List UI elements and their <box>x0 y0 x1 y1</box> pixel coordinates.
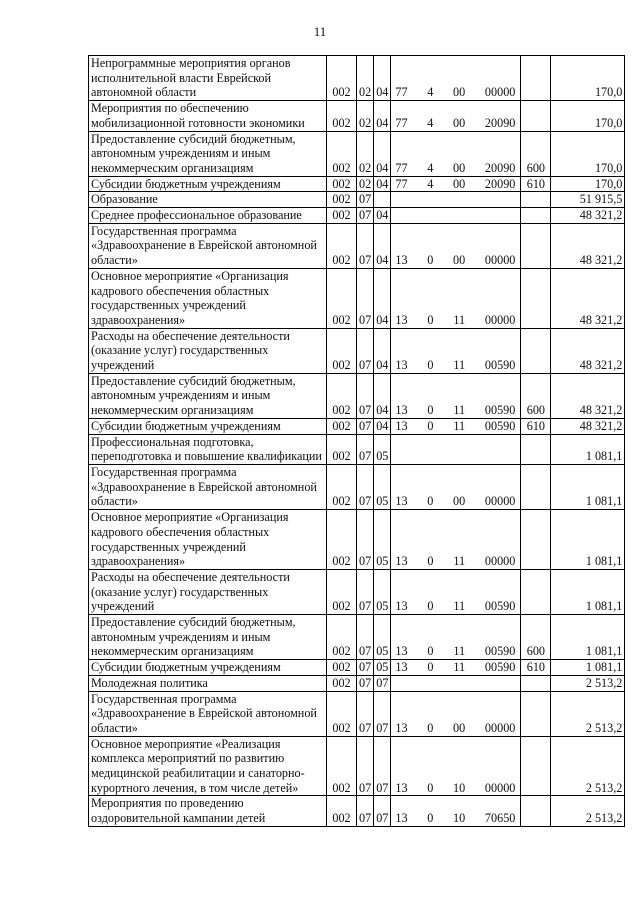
expense-type-cell <box>521 101 551 131</box>
target-article-subprogram: 0 <box>427 780 434 795</box>
target-article-program: 13 <box>395 811 408 826</box>
expense-name-cell: Мероприятия по обеспечению мобилизационной готовности экономики <box>89 101 327 131</box>
table-row <box>89 615 625 660</box>
table-row <box>89 569 625 614</box>
target-article-event: 11 <box>453 312 466 327</box>
grbs-code-cell: 002 <box>327 691 357 736</box>
expense-name-cell: Субсидии бюджетным учреждениям <box>89 660 327 676</box>
grbs-code-cell: 002 <box>327 796 357 826</box>
target-article-cell <box>391 464 521 509</box>
expense-type-cell <box>521 736 551 796</box>
target-article-program: 13 <box>395 780 408 795</box>
expense-name-cell: Государственная программа «Здравоохранение в Еврейской автономной области» <box>89 691 327 736</box>
target-article-direction: 00000 <box>484 494 516 509</box>
expense-type-cell <box>521 434 551 464</box>
expense-type-cell: 600 <box>521 615 551 660</box>
subsection-code-cell: 07 <box>374 796 391 826</box>
target-article-cell <box>391 192 521 208</box>
page-number: 11 <box>313 24 327 39</box>
target-article-direction: 00590 <box>484 418 516 433</box>
amount-cell: 2 513,2 <box>551 691 625 736</box>
subsection-code-cell: 04 <box>374 373 391 418</box>
expense-name-cell: Субсидии бюджетным учреждениям <box>89 418 327 434</box>
section-code-cell: 07 <box>357 691 374 736</box>
target-article-event: 00 <box>453 160 466 175</box>
expense-type-cell <box>521 328 551 373</box>
expense-type-cell <box>521 675 551 691</box>
target-article-direction: 20090 <box>484 176 516 191</box>
amount-cell: 48 321,2 <box>551 268 625 328</box>
section-code-cell: 07 <box>357 434 374 464</box>
expense-type-cell: 600 <box>521 373 551 418</box>
subsection-code-cell: 07 <box>374 691 391 736</box>
subsection-code-cell: 05 <box>374 660 391 676</box>
subsection-code-cell: 07 <box>374 675 391 691</box>
subsection-code-cell: 05 <box>374 464 391 509</box>
target-article-event: 11 <box>453 403 466 418</box>
expense-type-cell: 610 <box>521 176 551 192</box>
target-article-cell <box>391 510 521 570</box>
target-article-subprogram: 0 <box>427 253 434 268</box>
expense-type-cell <box>521 192 551 208</box>
target-article-cell <box>391 56 521 101</box>
target-article-cell <box>391 208 521 224</box>
amount-cell: 48 321,2 <box>551 328 625 373</box>
subsection-code-cell: 04 <box>374 176 391 192</box>
target-article-subprogram: 0 <box>427 312 434 327</box>
amount-cell: 2 513,2 <box>551 675 625 691</box>
table-row <box>89 434 625 464</box>
target-article-subprogram: 4 <box>427 176 434 191</box>
grbs-code-cell: 002 <box>327 223 357 268</box>
target-article-direction: 00590 <box>484 403 516 418</box>
target-article-direction: 20090 <box>484 115 516 130</box>
target-article-cell <box>391 434 521 464</box>
section-code-cell: 07 <box>357 208 374 224</box>
subsection-code-cell: 05 <box>374 434 391 464</box>
target-article-program: 13 <box>395 599 408 614</box>
target-article-program: 13 <box>395 554 408 569</box>
expense-type-cell <box>521 56 551 101</box>
section-code-cell: 07 <box>357 464 374 509</box>
target-article-subprogram: 0 <box>427 403 434 418</box>
expense-name-cell: Предоставление субсидий бюджетным, автономным учреждениям и иным некоммерческим организациям <box>89 615 327 660</box>
target-article-subprogram: 0 <box>427 494 434 509</box>
expense-name-cell: Среднее профессиональное образование <box>89 208 327 224</box>
section-code-cell: 07 <box>357 223 374 268</box>
section-code-cell: 07 <box>357 615 374 660</box>
target-article-event: 00 <box>453 115 466 130</box>
subsection-code-cell: 04 <box>374 418 391 434</box>
subsection-code-cell: 05 <box>374 569 391 614</box>
expense-type-cell <box>521 691 551 736</box>
expense-type-cell: 610 <box>521 418 551 434</box>
target-article-cell <box>391 796 521 826</box>
section-code-cell: 07 <box>357 510 374 570</box>
target-article-subprogram: 0 <box>427 554 434 569</box>
target-article-direction: 70650 <box>484 811 516 826</box>
target-article-cell <box>391 101 521 131</box>
section-code-cell: 07 <box>357 796 374 826</box>
grbs-code-cell: 002 <box>327 328 357 373</box>
subsection-code-cell: 04 <box>374 223 391 268</box>
target-article-program: 13 <box>395 312 408 327</box>
expense-type-cell <box>521 510 551 570</box>
subsection-code-cell: 04 <box>374 328 391 373</box>
amount-cell: 2 513,2 <box>551 796 625 826</box>
expense-name-cell: Основное мероприятие «Реализация комплекса мероприятий по развитию медицинской реабилитации и санаторно-курортного лечения, в том числе детей» <box>89 736 327 796</box>
grbs-code-cell: 002 <box>327 464 357 509</box>
expense-name-cell: Образование <box>89 192 327 208</box>
target-article-subprogram: 0 <box>427 644 434 659</box>
grbs-code-cell: 002 <box>327 675 357 691</box>
amount-cell: 1 081,1 <box>551 569 625 614</box>
amount-cell: 48 321,2 <box>551 418 625 434</box>
section-code-cell: 02 <box>357 56 374 101</box>
subsection-code-cell: 04 <box>374 268 391 328</box>
expense-type-cell <box>521 569 551 614</box>
target-article-cell <box>391 736 521 796</box>
amount-cell: 1 081,1 <box>551 434 625 464</box>
subsection-code-cell: 04 <box>374 56 391 101</box>
table-row <box>89 691 625 736</box>
target-article-event: 00 <box>453 720 466 735</box>
amount-cell: 1 081,1 <box>551 510 625 570</box>
expense-name-cell: Мероприятия по проведению оздоровительной кампании детей <box>89 796 327 826</box>
grbs-code-cell: 002 <box>327 101 357 131</box>
expense-name-cell: Молодежная политика <box>89 675 327 691</box>
expense-name-cell: Государственная программа «Здравоохранение в Еврейской автономной области» <box>89 223 327 268</box>
amount-cell: 170,0 <box>551 176 625 192</box>
table-row <box>89 660 625 676</box>
target-article-event: 11 <box>453 644 466 659</box>
target-article-subprogram: 4 <box>427 85 434 100</box>
budget-table-body <box>89 56 625 827</box>
target-article-subprogram: 4 <box>427 115 434 130</box>
expense-name-cell: Расходы на обеспечение деятельности (оказание услуг) государственных учреждений <box>89 328 327 373</box>
grbs-code-cell: 002 <box>327 418 357 434</box>
target-article-cell <box>391 615 521 660</box>
amount-cell: 1 081,1 <box>551 660 625 676</box>
target-article-program: 77 <box>395 160 408 175</box>
expense-name-cell: Субсидии бюджетным учреждениям <box>89 176 327 192</box>
table-row <box>89 208 625 224</box>
target-article-subprogram: 0 <box>427 720 434 735</box>
target-article-cell <box>391 691 521 736</box>
grbs-code-cell: 002 <box>327 56 357 101</box>
target-article-cell <box>391 131 521 176</box>
target-article-direction: 00590 <box>484 599 516 614</box>
table-row <box>89 373 625 418</box>
table-row <box>89 675 625 691</box>
target-article-direction: 20090 <box>484 160 516 175</box>
expense-type-cell <box>521 268 551 328</box>
section-code-cell: 07 <box>357 675 374 691</box>
expense-name-cell: Предоставление субсидий бюджетным, автономным учреждениям и иным некоммерческим организациям <box>89 373 327 418</box>
target-article-program: 77 <box>395 85 408 100</box>
expense-type-cell <box>521 464 551 509</box>
amount-cell: 170,0 <box>551 131 625 176</box>
table-row <box>89 101 625 131</box>
target-article-event: 11 <box>453 660 466 675</box>
target-article-event: 10 <box>453 780 466 795</box>
amount-cell: 51 915,5 <box>551 192 625 208</box>
target-article-program: 13 <box>395 358 408 373</box>
subsection-code-cell: 04 <box>374 131 391 176</box>
target-article-cell <box>391 675 521 691</box>
grbs-code-cell: 002 <box>327 192 357 208</box>
amount-cell: 48 321,2 <box>551 208 625 224</box>
expense-name-cell: Предоставление субсидий бюджетным, автономным учреждениям и иным некоммерческим организациям <box>89 131 327 176</box>
target-article-subprogram: 4 <box>427 160 434 175</box>
target-article-direction: 00590 <box>484 644 516 659</box>
target-article-program: 13 <box>395 253 408 268</box>
subsection-code-cell: 05 <box>374 615 391 660</box>
target-article-program: 13 <box>395 403 408 418</box>
grbs-code-cell: 002 <box>327 268 357 328</box>
expense-name-cell: Профессиональная подготовка, переподготовка и повышение квалификации <box>89 434 327 464</box>
table-row <box>89 796 625 826</box>
amount-cell: 1 081,1 <box>551 615 625 660</box>
subsection-code-cell <box>374 192 391 208</box>
grbs-code-cell: 002 <box>327 434 357 464</box>
grbs-code-cell: 002 <box>327 615 357 660</box>
target-article-program: 13 <box>395 644 408 659</box>
expense-name-cell: Основное мероприятие «Организация кадрового обеспечения областных государственных учреждений здравоохранения» <box>89 268 327 328</box>
expense-type-cell: 600 <box>521 131 551 176</box>
section-code-cell: 02 <box>357 176 374 192</box>
table-row <box>89 131 625 176</box>
table-row <box>89 268 625 328</box>
grbs-code-cell: 002 <box>327 373 357 418</box>
target-article-direction: 00590 <box>484 358 516 373</box>
section-code-cell: 07 <box>357 660 374 676</box>
section-code-cell: 02 <box>357 101 374 131</box>
target-article-program: 77 <box>395 176 408 191</box>
target-article-cell <box>391 569 521 614</box>
subsection-code-cell: 05 <box>374 510 391 570</box>
table-row <box>89 192 625 208</box>
target-article-subprogram: 0 <box>427 358 434 373</box>
target-article-direction: 00000 <box>484 554 516 569</box>
expense-type-cell <box>521 796 551 826</box>
table-row <box>89 418 625 434</box>
target-article-program: 13 <box>395 660 408 675</box>
target-article-event: 00 <box>453 253 466 268</box>
grbs-code-cell: 002 <box>327 736 357 796</box>
target-article-direction: 00000 <box>484 312 516 327</box>
grbs-code-cell: 002 <box>327 131 357 176</box>
amount-cell: 1 081,1 <box>551 464 625 509</box>
target-article-event: 11 <box>453 418 466 433</box>
section-code-cell: 07 <box>357 569 374 614</box>
table-row <box>89 328 625 373</box>
target-article-direction: 00590 <box>484 660 516 675</box>
section-code-cell: 07 <box>357 373 374 418</box>
expense-type-cell <box>521 223 551 268</box>
table-row <box>89 464 625 509</box>
expense-name-cell: Расходы на обеспечение деятельности (оказание услуг) государственных учреждений <box>89 569 327 614</box>
expense-type-cell <box>521 208 551 224</box>
table-row <box>89 176 625 192</box>
target-article-program: 13 <box>395 418 408 433</box>
amount-cell: 170,0 <box>551 56 625 101</box>
amount-cell: 48 321,2 <box>551 373 625 418</box>
target-article-event: 00 <box>453 494 466 509</box>
target-article-subprogram: 0 <box>427 599 434 614</box>
section-code-cell: 02 <box>357 131 374 176</box>
expense-type-cell: 610 <box>521 660 551 676</box>
expense-name-cell: Непрограммные мероприятия органов исполнительной власти Еврейской автономной области <box>89 56 327 101</box>
target-article-event: 10 <box>453 811 466 826</box>
target-article-event: 11 <box>453 358 466 373</box>
grbs-code-cell: 002 <box>327 660 357 676</box>
table-row <box>89 736 625 796</box>
section-code-cell: 07 <box>357 328 374 373</box>
budget-table <box>88 55 625 827</box>
amount-cell: 2 513,2 <box>551 736 625 796</box>
amount-cell: 170,0 <box>551 101 625 131</box>
target-article-direction: 00000 <box>484 780 516 795</box>
subsection-code-cell: 07 <box>374 736 391 796</box>
target-article-cell <box>391 176 521 192</box>
target-article-program: 13 <box>395 720 408 735</box>
target-article-direction: 00000 <box>484 253 516 268</box>
section-code-cell: 07 <box>357 736 374 796</box>
target-article-subprogram: 0 <box>427 811 434 826</box>
section-code-cell: 07 <box>357 418 374 434</box>
target-article-cell <box>391 373 521 418</box>
target-article-cell <box>391 328 521 373</box>
subsection-code-cell: 04 <box>374 208 391 224</box>
target-article-event: 11 <box>453 599 466 614</box>
table-row <box>89 56 625 101</box>
amount-cell: 48 321,2 <box>551 223 625 268</box>
expense-name-cell: Основное мероприятие «Организация кадрового обеспечения областных государственных учреждений здравоохранения» <box>89 510 327 570</box>
target-article-cell <box>391 418 521 434</box>
target-article-event: 00 <box>453 176 466 191</box>
target-article-direction: 00000 <box>484 720 516 735</box>
target-article-direction: 00000 <box>484 85 516 100</box>
grbs-code-cell: 002 <box>327 208 357 224</box>
target-article-subprogram: 0 <box>427 418 434 433</box>
target-article-cell <box>391 268 521 328</box>
target-article-cell <box>391 660 521 676</box>
target-article-cell <box>391 223 521 268</box>
table-row <box>89 223 625 268</box>
subsection-code-cell: 04 <box>374 101 391 131</box>
target-article-program: 13 <box>395 494 408 509</box>
target-article-event: 11 <box>453 554 466 569</box>
target-article-event: 00 <box>453 85 466 100</box>
grbs-code-cell: 002 <box>327 176 357 192</box>
grbs-code-cell: 002 <box>327 510 357 570</box>
target-article-subprogram: 0 <box>427 660 434 675</box>
grbs-code-cell: 002 <box>327 569 357 614</box>
section-code-cell: 07 <box>357 192 374 208</box>
expense-name-cell: Государственная программа «Здравоохранение в Еврейской автономной области» <box>89 464 327 509</box>
section-code-cell: 07 <box>357 268 374 328</box>
target-article-program: 77 <box>395 115 408 130</box>
table-row <box>89 510 625 570</box>
